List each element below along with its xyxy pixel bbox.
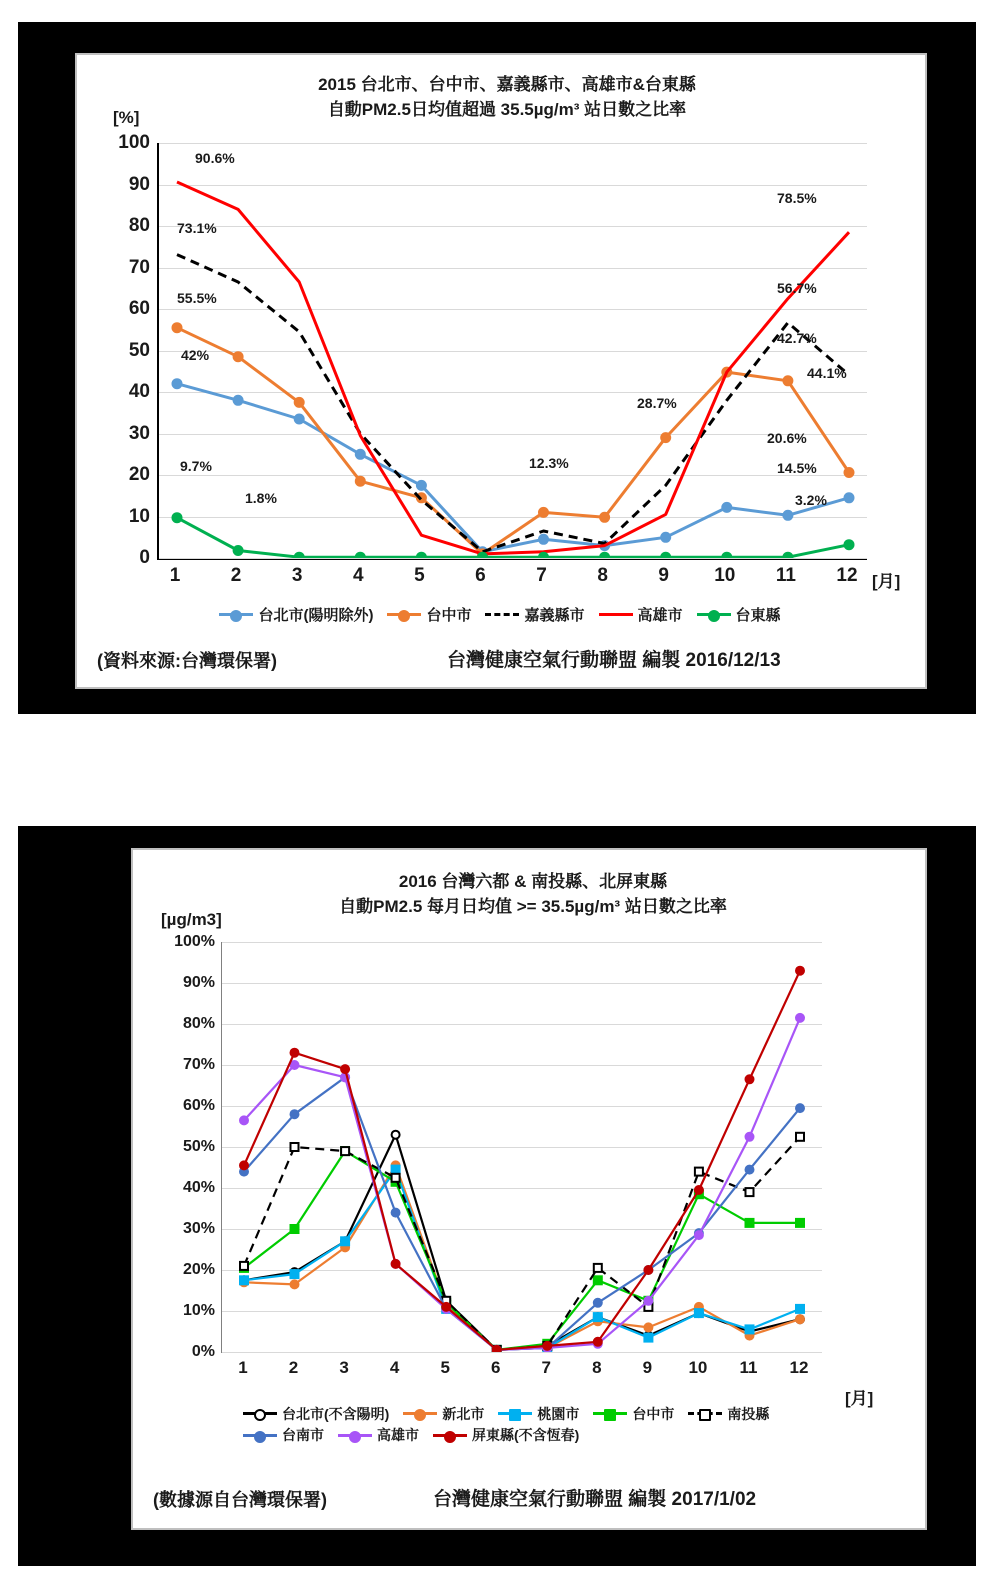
- series-marker: [341, 1065, 349, 1073]
- y-axis-tick: 70: [128, 256, 150, 278]
- x-axis-tick: 8: [592, 1358, 602, 1377]
- legend-label: 南投縣: [727, 1405, 770, 1422]
- x-axis-tick: 10: [688, 1358, 708, 1377]
- legend-item[interactable]: [498, 1404, 579, 1424]
- legend-label: 台北市(陽明除外): [258, 607, 374, 624]
- series-marker: [783, 511, 792, 520]
- series-marker: [594, 1338, 602, 1346]
- data-label: 20.6%: [767, 430, 807, 446]
- legend-item[interactable]: [219, 604, 373, 625]
- y-axis-tick: 50%: [182, 1138, 215, 1155]
- data-label: 42.7%: [777, 330, 817, 346]
- series-marker: [543, 1342, 551, 1350]
- series-marker: [291, 1270, 299, 1278]
- series-marker: [356, 450, 365, 459]
- y-axis-tick: 0: [139, 547, 150, 568]
- source-note-2015: (資料來源:台灣環保署): [97, 651, 277, 671]
- series-marker: [240, 1161, 248, 1169]
- data-label: 73.1%: [177, 220, 217, 236]
- data-label: 42%: [181, 347, 210, 363]
- legend-item[interactable]: [338, 1425, 419, 1445]
- y-axis-labels: [97, 132, 150, 568]
- x-axis-tick: 3: [339, 1358, 349, 1377]
- y-axis-labels: [159, 933, 215, 1360]
- series-marker: [644, 1334, 652, 1342]
- x-axis-tick: 8: [597, 565, 608, 586]
- series-marker: [539, 535, 548, 544]
- chart-card-2016: [131, 848, 927, 1530]
- series-marker: [845, 493, 854, 502]
- data-label: 56.7%: [777, 280, 817, 296]
- chart-panel-2016: [18, 826, 976, 1566]
- y-axis-tick: 90: [128, 173, 150, 195]
- legend-swatch: [599, 613, 633, 616]
- legend-item[interactable]: [697, 604, 781, 625]
- series-marker: [341, 1147, 349, 1155]
- series-marker: [845, 540, 854, 549]
- series-marker: [240, 1262, 248, 1270]
- series-marker: [644, 1323, 652, 1331]
- legend-swatch: [243, 1412, 277, 1415]
- series-marker: [644, 1297, 652, 1305]
- series-canvas: [222, 942, 822, 1352]
- series-marker: [695, 1309, 703, 1317]
- legend-item[interactable]: [599, 604, 683, 625]
- x-axis-labels: [157, 565, 865, 591]
- series-marker: [356, 553, 365, 558]
- chart-title-line2: 自動PM2.5 每月日均值 >= 35.5µg/m³ 站日數之比率: [339, 896, 727, 916]
- series-marker: [392, 1166, 400, 1174]
- y-axis-tick: 60%: [182, 1097, 215, 1114]
- series-marker: [796, 967, 804, 975]
- series-marker: [291, 1225, 299, 1233]
- chart-legend-2015: [137, 603, 877, 625]
- x-axis-tick: 7: [536, 565, 547, 586]
- data-label: 9.7%: [180, 458, 212, 474]
- y-axis-tick: 20%: [182, 1261, 215, 1278]
- series-marker: [291, 1143, 299, 1151]
- series-marker: [661, 433, 670, 442]
- series-marker: [392, 1260, 400, 1268]
- y-axis-tick: 30%: [182, 1220, 215, 1237]
- series-marker: [661, 553, 670, 558]
- series-marker: [539, 553, 548, 558]
- series-marker: [845, 468, 854, 477]
- y-axis-tick: 80: [128, 215, 150, 236]
- data-label: 1.8%: [245, 490, 277, 506]
- series-marker: [783, 553, 792, 558]
- series-marker: [594, 1299, 602, 1307]
- plot-area-2016: [221, 942, 822, 1353]
- x-axis-tick: 10: [714, 565, 736, 586]
- x-axis-tick: 1: [238, 1358, 248, 1377]
- series-marker: [295, 553, 304, 558]
- data-label: 3.2%: [795, 492, 827, 508]
- x-axis-tick: 7: [541, 1358, 551, 1377]
- legend-swatch: [338, 1434, 372, 1437]
- chart-panel-2015: [18, 22, 976, 714]
- legend-label: 屏東縣(不含恆春): [472, 1427, 580, 1443]
- y-axis-tick: 40: [128, 381, 150, 402]
- series-marker: [600, 553, 609, 558]
- x-axis-tick: 6: [475, 565, 486, 586]
- legend-label: 高雄市: [637, 607, 683, 624]
- series-marker: [442, 1303, 450, 1311]
- x-axis-tick: 2: [230, 565, 242, 586]
- series-marker: [291, 1280, 299, 1288]
- y-axis-unit-label: [%]: [113, 108, 140, 127]
- series-marker: [644, 1266, 652, 1274]
- x-axis-tick: 11: [775, 565, 796, 586]
- legend-item[interactable]: [243, 1425, 324, 1445]
- series-marker: [291, 1049, 299, 1057]
- series-marker: [234, 546, 243, 555]
- series-marker: [173, 323, 182, 332]
- series-marker: [295, 415, 304, 424]
- series-marker: [600, 513, 609, 522]
- legend-swatch: [498, 1412, 532, 1415]
- y-axis-tick: 100: [118, 132, 150, 153]
- series-marker: [746, 1188, 754, 1196]
- series-marker: [291, 1110, 299, 1118]
- data-label: 28.7%: [637, 395, 677, 411]
- legend-item[interactable]: [485, 604, 584, 625]
- legend-swatch: [387, 613, 421, 616]
- x-axis-unit-label: [月]: [845, 1389, 874, 1408]
- legend-item[interactable]: [688, 1404, 769, 1424]
- legend-swatch: [697, 613, 731, 616]
- series-marker: [722, 503, 731, 512]
- y-axis-tick: 40%: [182, 1179, 215, 1196]
- series-marker: [295, 398, 304, 407]
- credit-note-2015: 台灣健康空氣行動聯盟 編製 2016/12/13: [447, 650, 781, 671]
- series-marker: [783, 376, 792, 385]
- legend-swatch: [593, 1412, 627, 1415]
- series-line: [177, 182, 849, 554]
- series-marker: [722, 553, 731, 558]
- x-axis-unit-label: [月]: [872, 572, 901, 591]
- series-marker: [695, 1186, 703, 1194]
- series-marker: [173, 513, 182, 522]
- series-marker: [356, 477, 365, 486]
- chart-title-line1: 2016 台灣六都 & 南投縣、北屏東縣: [398, 872, 668, 891]
- x-axis-tick: 4: [352, 565, 364, 586]
- series-line: [244, 971, 800, 1350]
- series-marker: [594, 1276, 602, 1284]
- legend-item[interactable]: [433, 1425, 579, 1445]
- legend-swatch: [688, 1412, 722, 1415]
- series-line: [177, 384, 849, 552]
- gridline: [222, 1352, 822, 1353]
- chart-legend-2016: [243, 1402, 843, 1445]
- y-axis-tick: 90%: [182, 974, 215, 991]
- data-label: 12.3%: [529, 455, 569, 471]
- legend-item[interactable]: [387, 604, 471, 625]
- series-marker: [746, 1075, 754, 1083]
- series-line: [177, 328, 849, 554]
- series-marker: [234, 396, 243, 405]
- series-marker: [493, 1346, 501, 1352]
- chart-title-line2: 自動PM2.5日均值超過 35.5µg/m³ 站日數之比率: [327, 99, 687, 119]
- legend-label: 台中市: [426, 607, 472, 624]
- series-marker: [392, 1131, 400, 1139]
- x-axis-tick: 9: [658, 565, 670, 586]
- legend-label: 嘉義縣市: [524, 607, 585, 624]
- series-marker: [478, 553, 487, 558]
- data-label: 44.1%: [807, 365, 847, 381]
- data-label: 14.5%: [777, 460, 817, 476]
- series-marker: [746, 1219, 754, 1227]
- data-label: 90.6%: [195, 150, 235, 166]
- series-marker: [417, 553, 426, 558]
- legend-item[interactable]: [403, 1404, 484, 1424]
- legend-label: 新北市: [442, 1405, 485, 1422]
- chart-title-2016: [173, 870, 893, 919]
- chart-title-2015: [137, 73, 877, 122]
- series-marker: [240, 1116, 248, 1124]
- legend-item[interactable]: [593, 1404, 674, 1424]
- legend-label: 台北市(不含陽明): [282, 1405, 390, 1422]
- series-marker: [796, 1104, 804, 1112]
- data-label: 55.5%: [177, 290, 217, 306]
- credit-note-2016: 台灣健康空氣行動聯盟 編製 2017/1/02: [433, 1489, 757, 1510]
- legend-swatch: [219, 613, 253, 616]
- y-axis-tick: 30: [128, 422, 150, 444]
- series-marker: [796, 1133, 804, 1141]
- x-axis-tick: 6: [490, 1358, 501, 1377]
- x-axis-tick: 5: [440, 1358, 450, 1377]
- chart-title-line1: 2015 台北市、台中市、嘉義縣市、高雄市&台東縣: [318, 75, 696, 94]
- legend-label: 桃園市: [537, 1405, 580, 1422]
- x-axis-tick: 5: [414, 565, 425, 586]
- series-marker: [594, 1264, 602, 1272]
- series-marker: [417, 481, 426, 490]
- series-marker: [695, 1168, 703, 1176]
- series-line: [177, 518, 849, 558]
- x-axis-tick: 9: [642, 1358, 653, 1377]
- series-marker: [594, 1313, 602, 1321]
- series-marker: [173, 379, 182, 388]
- legend-label: 台南市: [282, 1427, 324, 1443]
- series-line: [244, 1165, 800, 1350]
- x-axis-tick: 12: [836, 565, 858, 586]
- series-marker: [796, 1305, 804, 1313]
- y-axis-tick: 80%: [182, 1015, 215, 1032]
- x-axis-tick: 3: [291, 565, 303, 586]
- legend-swatch: [485, 613, 519, 616]
- series-marker: [796, 1315, 804, 1323]
- legend-label: 台東縣: [735, 607, 781, 624]
- y-axis-tick: 20: [128, 464, 150, 485]
- gridline: [159, 558, 867, 559]
- x-axis-labels: [221, 1358, 821, 1382]
- series-marker: [695, 1231, 703, 1239]
- legend-swatch: [433, 1434, 467, 1437]
- legend-label: 台中市: [632, 1405, 675, 1422]
- legend-label: 高雄市: [377, 1427, 419, 1443]
- series-marker: [796, 1219, 804, 1227]
- x-axis-tick: 4: [389, 1358, 400, 1377]
- series-marker: [240, 1276, 248, 1284]
- series-marker: [392, 1209, 400, 1217]
- series-line: [177, 255, 849, 552]
- y-axis-tick: 100%: [174, 933, 215, 950]
- series-marker: [291, 1061, 299, 1069]
- y-axis-tick: 10: [128, 505, 150, 527]
- series-marker: [746, 1325, 754, 1333]
- y-axis-tick: 60: [128, 298, 150, 319]
- series-marker: [341, 1237, 349, 1245]
- series-marker: [746, 1133, 754, 1141]
- y-axis-tick: 10%: [182, 1302, 215, 1319]
- series-marker: [234, 352, 243, 361]
- series-marker: [661, 533, 670, 542]
- series-line: [244, 1077, 800, 1350]
- x-axis-tick: 11: [739, 1358, 758, 1377]
- legend-swatch: [243, 1434, 277, 1437]
- source-note-2016: (數據源自台灣環保署): [153, 1490, 327, 1510]
- chart-card-2015: [75, 53, 927, 689]
- data-label: 78.5%: [777, 190, 817, 206]
- legend-item[interactable]: [243, 1404, 389, 1424]
- series-marker: [746, 1166, 754, 1174]
- series-marker: [539, 508, 548, 517]
- y-axis-unit-label: [µg/m3]: [161, 910, 222, 929]
- y-axis-tick: 0%: [191, 1343, 215, 1360]
- x-axis-tick: 2: [288, 1358, 299, 1377]
- x-axis-tick: 12: [789, 1358, 809, 1377]
- series-marker: [392, 1174, 400, 1182]
- series-line: [244, 1018, 800, 1350]
- y-axis-tick: 70%: [182, 1056, 215, 1073]
- legend-swatch: [403, 1412, 437, 1415]
- x-axis-tick: 1: [169, 565, 181, 586]
- y-axis-tick: 50: [128, 339, 150, 361]
- series-marker: [796, 1014, 804, 1022]
